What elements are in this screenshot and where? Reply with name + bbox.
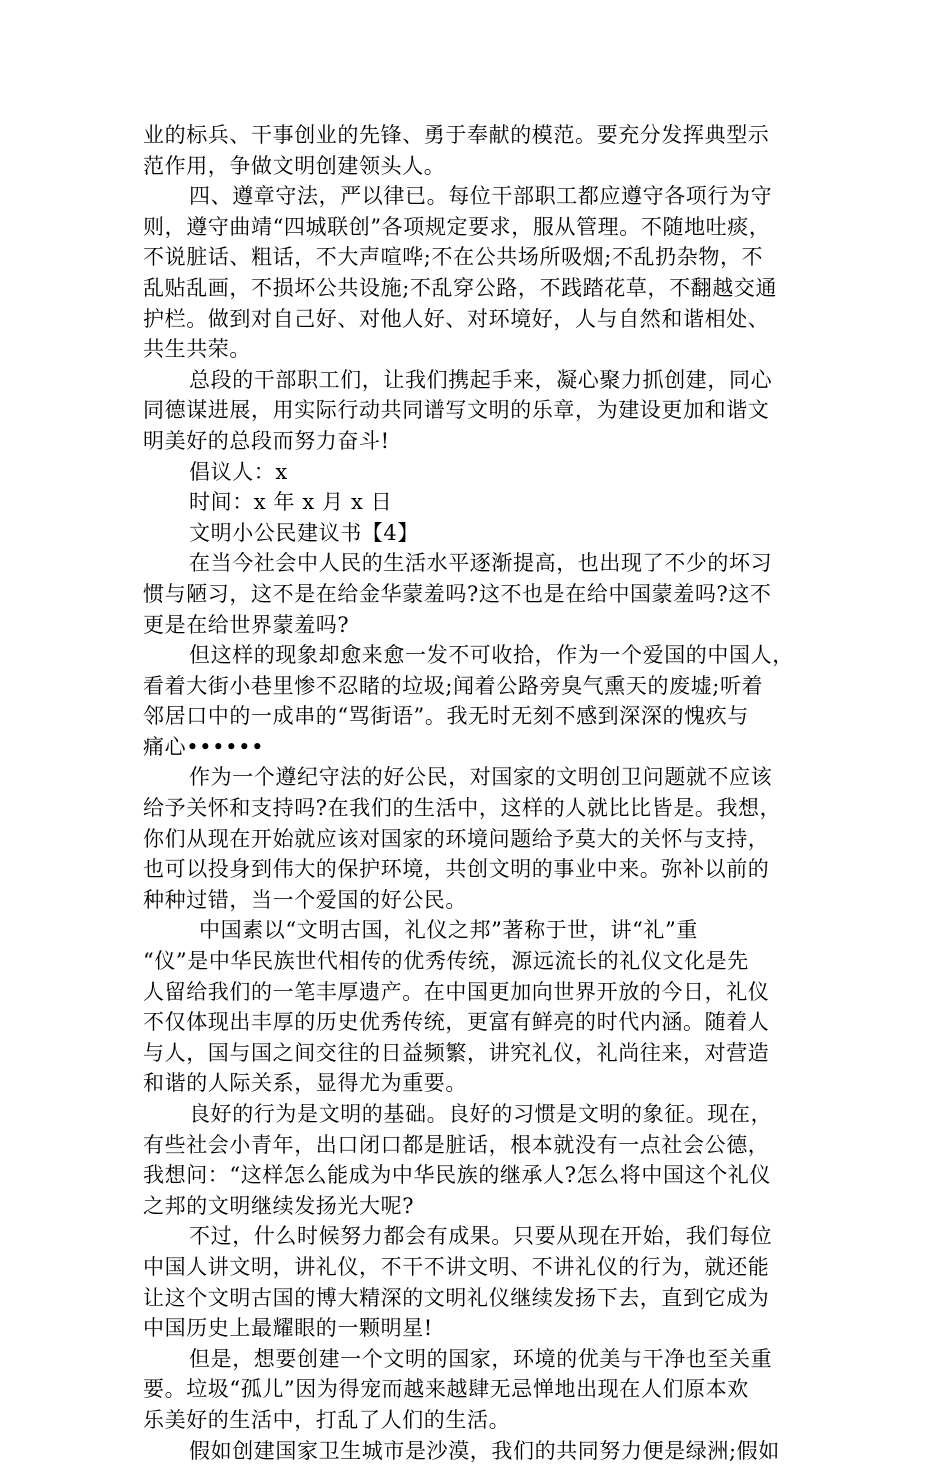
- text-line: 更是在给世界蒙羞吗?: [143, 612, 350, 637]
- text-line: 给予关怀和支持吗?在我们的生活中，这样的人就比比皆是。我想，: [143, 796, 782, 821]
- text-line: 不仅体现出丰厚的历史优秀传统，更富有鲜亮的时代内涵。随着人: [143, 1010, 770, 1035]
- text-line: 明美好的总段而努力奋斗!: [143, 428, 390, 453]
- text-line: 与人，国与国之间交往的日益频繁，讲究礼仪，礼尚往来，对营造: [143, 1040, 770, 1065]
- paragraph-start: 作为一个遵纪守法的好公民，对国家的文明创卫问题就不应该: [189, 765, 773, 790]
- text-line: 护栏。做到对自己好、对他人好、对环境好，人与自然和谐相处、: [143, 306, 770, 331]
- paragraph-start: 良好的行为是文明的基础。良好的习惯是文明的象征。现在，: [189, 1102, 773, 1126]
- text-line: 则，遵守曲靖“四城联创”各项规定要求，服从管理。不随地吐痰，: [143, 214, 771, 239]
- text-line: 范作用，争做文明创建领头人。: [143, 153, 446, 178]
- date-line: 时间：x 年 x 月 x 日: [189, 490, 393, 515]
- text-line: 你们从现在开始就应该对国家的环境问题给予莫大的关怀与支持，: [143, 826, 770, 851]
- text-line: 之邦的文明继续发扬光大呢?: [143, 1193, 415, 1218]
- paragraph-start: 假如创建国家卫生城市是沙漠，我们的共同努力便是绿洲;假如: [189, 1438, 780, 1463]
- paragraph-start: 但是，想要创建一个文明的国家，环境的优美与干净也至关重: [189, 1346, 773, 1371]
- text-line: 中国人讲文明，讲礼仪，不干不讲文明、不讲礼仪的行为，就还能: [143, 1254, 770, 1279]
- text-line: 惯与陋习，这不是在给金华蒙羞吗?这不也是在给中国蒙羞吗?这不: [143, 581, 772, 606]
- text-line: 有些社会小青年，出口闭口都是脏话，根本就没有一点社会公德，: [143, 1132, 770, 1157]
- text-line: 同德谋进展，用实际行动共同谱写文明的乐章，为建设更加和谐文: [143, 398, 770, 423]
- text-line: 乱贴乱画，不损坏公共设施;不乱穿公路，不践踏花草，不翻越交通: [143, 275, 778, 300]
- proposer-line: 倡议人：x: [189, 459, 288, 484]
- text-line: 我想问：“这样怎么能成为中华民族的继承人?怎么将中国这个礼仪: [143, 1163, 771, 1188]
- text-line: “仪”是中华民族世代相传的优秀传统，源远流长的礼仪文化是先: [143, 949, 749, 974]
- text-line: 不说脏话、粗话，不大声喧哗;不在公共场所吸烟;不乱扔杂物，不: [143, 245, 764, 270]
- text-line: 共生共荣。: [143, 337, 251, 362]
- text-line: 邻居口中的一成串的“骂街语”。我无时无刻不感到深深的愧疚与: [143, 704, 749, 729]
- section-heading: 文明小公民建议书【4】: [189, 520, 419, 545]
- paragraph-start: 在当今社会中人民的生活水平逐渐提高，也出现了不少的坏习: [189, 551, 773, 576]
- text-line: 种种过错，当一个爱国的好公民。: [143, 887, 467, 912]
- paragraph-start: 但这样的现象却愈来愈一发不可收拾，作为一个爱国的中国人，: [189, 643, 794, 668]
- text-line: 和谐的人际关系，显得尤为重要。: [143, 1071, 467, 1096]
- text-line: 人留给我们的一笔丰厚遗产。在中国更加向世界开放的今日，礼仪: [143, 979, 770, 1004]
- paragraph-start: 不过，什么时候努力都会有成果。只要从现在开始，我们每位: [189, 1224, 773, 1249]
- paragraph-start: 四、遵章守法，严以律已。每位干部职工都应遵守各项行为守: [189, 184, 773, 209]
- text-line: 痛心••••••: [143, 734, 265, 759]
- paragraph-start: 总段的干部职工们，让我们携起手来，凝心聚力抓创建，同心: [189, 367, 773, 392]
- document-body: [143, 120, 807, 1466]
- text-line: 中国历史上最耀眼的一颗明星!: [143, 1316, 433, 1341]
- text-line: 业的标兵、干事创业的先锋、勇于奉献的模范。要充分发挥典型示: [143, 123, 770, 147]
- text-line: 看着大街小巷里惨不忍睹的垃圾;闻着公路旁臭气熏天的废墟;听着: [143, 673, 764, 698]
- text-line: 让这个文明古国的博大精深的文明礼仪继续发扬下去，直到它成为: [143, 1285, 770, 1310]
- text-line: 也可以投身到伟大的保护环境，共创文明的事业中来。弥补以前的: [143, 857, 770, 882]
- text-line: 乐美好的生活中，打乱了人们的生活。: [143, 1407, 511, 1432]
- text-line: 要。垃圾“孤儿”因为得宠而越来越肆无忌惮地出现在人们原本欢: [143, 1377, 749, 1402]
- paragraph-start: 中国素以“文明古国，礼仪之邦”著称于世，讲“礼”重: [199, 918, 698, 943]
